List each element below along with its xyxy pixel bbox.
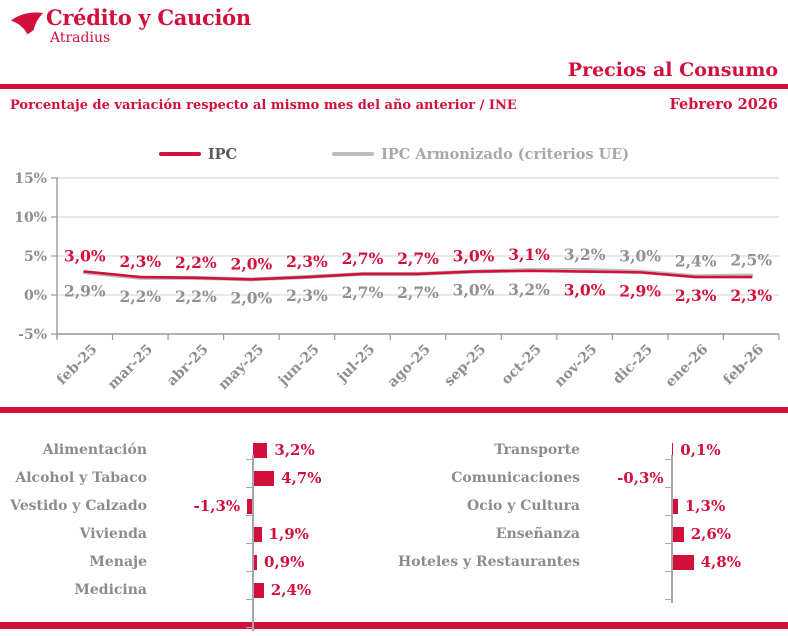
category-axis-tick — [665, 571, 672, 572]
category-label: Enseñanza — [495, 526, 580, 542]
chart-subtitle: Porcentaje de variación respecto al mismo mes del año anterior / INE — [10, 98, 517, 113]
category-axis-tick — [246, 543, 253, 544]
ipc-line-chart — [0, 169, 788, 403]
category-axis-tick — [665, 599, 672, 600]
category-label: Comunicaciones — [451, 470, 580, 486]
report-period: Febrero 2026 — [669, 96, 778, 113]
page-title: Precios al Consumo — [567, 59, 778, 81]
category-label: Menaje — [89, 554, 147, 570]
month-label: abr-25 — [163, 341, 212, 390]
category-row — [0, 492, 394, 520]
data-label-ipc: 2,9% — [619, 281, 662, 301]
category-row — [0, 548, 394, 576]
legend-label: IPC — [207, 145, 238, 163]
category-axis-tick — [246, 515, 253, 516]
category-row — [394, 464, 788, 492]
category-row — [0, 576, 394, 604]
brand-logo — [10, 6, 251, 46]
data-label-ipc: 3,0% — [63, 246, 106, 266]
category-axis-tick — [246, 627, 253, 628]
category-bar — [253, 527, 262, 542]
category-axis-line — [671, 455, 672, 603]
data-label-armonizado: 2,2% — [119, 286, 162, 306]
category-row — [394, 436, 788, 464]
category-bar — [672, 527, 684, 542]
footer-divider — [0, 622, 788, 629]
y-axis-label: 15% — [14, 171, 47, 187]
category-axis-tick — [665, 487, 672, 488]
month-label: nov-25 — [551, 341, 601, 391]
category-value: -1,3% — [193, 497, 241, 515]
category-label: Alcohol y Tabaco — [15, 470, 147, 486]
data-label-armonizado: 2,7% — [397, 282, 439, 302]
data-label-ipc: 2,3% — [286, 252, 328, 272]
category-value: -0,3% — [617, 469, 664, 487]
armonizado-line-swatch — [332, 152, 374, 157]
data-label-armonizado: 3,2% — [508, 279, 550, 299]
category-row — [394, 492, 788, 520]
data-label-armonizado: 3,0% — [452, 280, 495, 300]
category-axis-tick — [246, 599, 253, 600]
category-label: Alimentación — [42, 442, 147, 458]
chart-legend — [0, 144, 788, 164]
month-label: sep-25 — [441, 341, 490, 390]
data-label-armonizado: 2,2% — [174, 286, 217, 306]
category-column-right — [394, 436, 788, 604]
data-label-ipc: 2,3% — [674, 286, 717, 306]
month-label: jul-25 — [334, 341, 379, 386]
month-label: oct-25 — [498, 341, 545, 388]
category-row — [394, 548, 788, 576]
category-bar — [672, 499, 678, 514]
category-label: Medicina — [74, 582, 147, 598]
category-value: 3,2% — [274, 441, 315, 459]
data-label-ipc: 3,1% — [508, 245, 550, 265]
ipc-line-swatch — [159, 152, 201, 157]
category-label: Vivienda — [79, 526, 147, 542]
data-label-ipc: 2,0% — [230, 254, 273, 274]
category-label: Hoteles y Restaurantes — [398, 554, 580, 570]
data-label-armonizado: 2,7% — [341, 282, 384, 302]
y-axis-label: -5% — [18, 327, 47, 343]
data-label-armonizado: 2,5% — [730, 250, 773, 270]
category-label: Transporte — [494, 442, 580, 458]
category-row — [394, 520, 788, 548]
category-axis-tick — [246, 459, 253, 460]
month-label: mar-25 — [104, 341, 157, 393]
category-label: Ocio y Cultura — [467, 498, 580, 514]
month-label: jun-25 — [275, 341, 323, 389]
subtitle-row — [0, 89, 788, 117]
category-value: 2,4% — [270, 581, 312, 599]
category-value: 1,9% — [268, 525, 309, 543]
data-label-armonizado: 2,3% — [286, 286, 328, 306]
category-label: Vestido y Calzado — [10, 498, 147, 514]
data-label-armonizado: 2,0% — [230, 288, 273, 308]
legend-label: IPC Armonizado (criterios UE) — [381, 145, 630, 163]
data-label-ipc: 2,7% — [341, 248, 384, 268]
category-value: 2,6% — [690, 525, 732, 543]
legend-item-armonizado — [332, 146, 629, 163]
logo-title: Crédito y Caución — [46, 5, 251, 30]
category-axis-tick — [665, 515, 672, 516]
category-column-left — [0, 436, 394, 604]
month-label: dic-25 — [610, 341, 656, 388]
month-label: feb-25 — [53, 341, 101, 389]
header — [0, 0, 788, 84]
category-value: 0,9% — [264, 553, 305, 571]
data-label-armonizado: 3,0% — [619, 246, 662, 266]
category-bar — [253, 583, 264, 598]
month-label: may-25 — [215, 341, 268, 394]
category-value: 4,7% — [281, 469, 322, 487]
category-bar — [253, 443, 267, 458]
data-label-ipc: 3,0% — [563, 280, 606, 300]
category-row — [0, 436, 394, 464]
category-row — [0, 464, 394, 492]
legend-item-ipc — [159, 146, 237, 163]
logo-subtitle: Atradius — [50, 30, 111, 47]
category-section — [0, 413, 788, 622]
y-axis-label: 5% — [23, 249, 47, 265]
category-bar — [253, 471, 274, 486]
category-bar — [672, 555, 694, 570]
bird-arrow-logo-icon — [10, 10, 44, 36]
category-value: 0,1% — [680, 441, 721, 459]
category-value: 1,3% — [684, 497, 726, 515]
category-row — [0, 520, 394, 548]
line-chart-area — [0, 169, 788, 407]
month-label: feb-26 — [720, 341, 768, 389]
data-label-armonizado: 2,9% — [63, 281, 106, 301]
data-label-ipc: 2,3% — [119, 252, 162, 272]
data-label-ipc: 3,0% — [452, 246, 495, 266]
category-axis-tick — [246, 487, 253, 488]
data-label-armonizado: 3,2% — [563, 245, 606, 265]
category-axis-tick — [246, 571, 253, 572]
data-label-ipc: 2,3% — [730, 286, 773, 306]
data-label-ipc: 2,7% — [397, 248, 439, 268]
y-axis-label: 10% — [14, 210, 47, 226]
category-axis-tick — [665, 543, 672, 544]
category-axis-tick — [665, 459, 672, 460]
month-label: ene-26 — [662, 341, 712, 391]
data-label-armonizado: 2,4% — [674, 251, 717, 271]
category-value: 4,8% — [700, 553, 741, 571]
y-axis-label: 0% — [23, 288, 47, 304]
month-label: ago-25 — [384, 341, 434, 391]
data-label-ipc: 2,2% — [174, 252, 217, 272]
